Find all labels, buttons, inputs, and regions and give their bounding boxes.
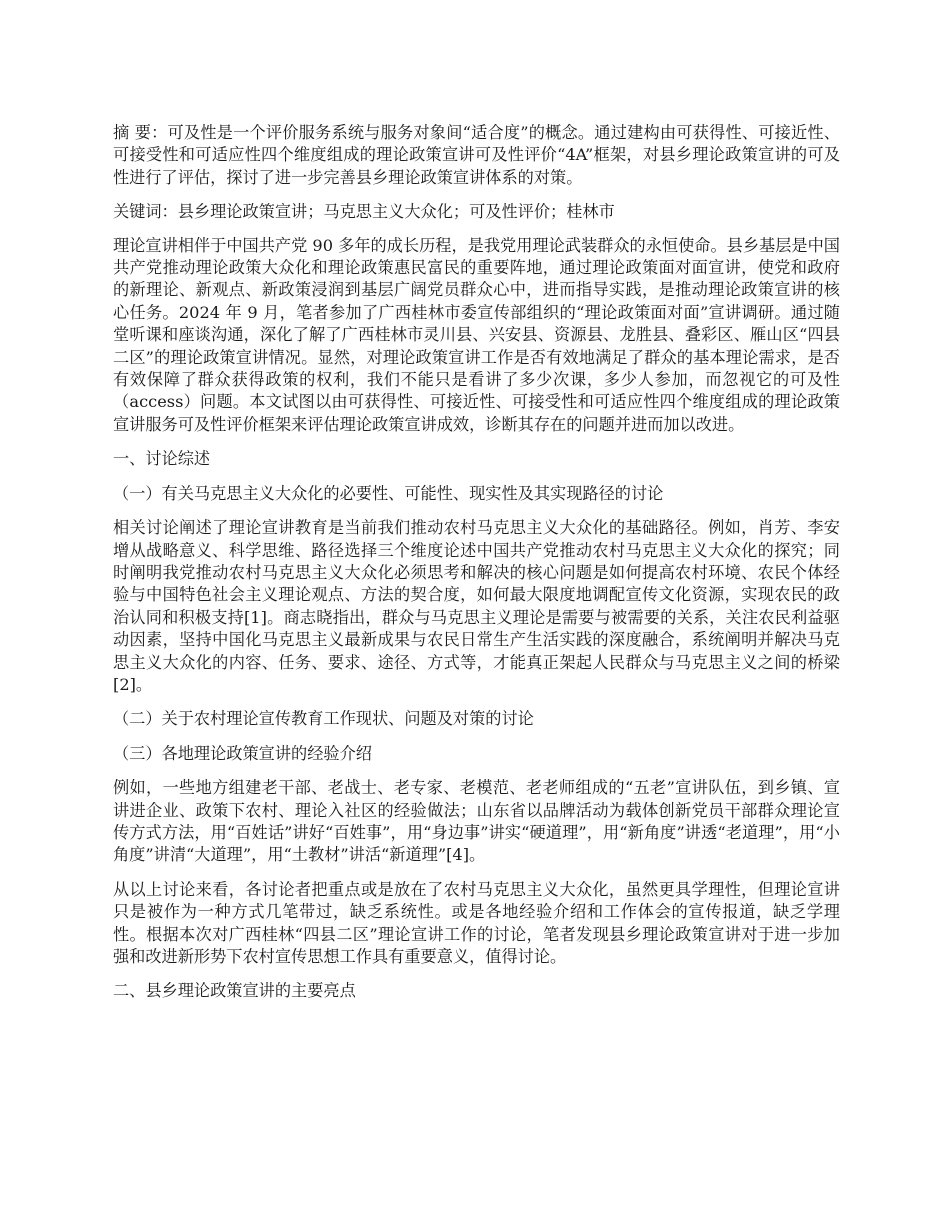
body-paragraph-1: 相关讨论阐述了理论宣讲教育是当前我们推动农村马克思主义大众化的基础路径。例如，肖芳、李安增从战略意义、科学思维、路径选择三个维度论述中国共产党推动农村马克思主义大众化的探究；同时阐明我党推动农村马克思主义大众化必须思考和解决的核心问题是如何提高农村环境、农民个体经验与中国特色社会主义理论观点、方法的契合度，如何最大限度地调配宣传文化资源，实现农民的政治认同和积极支持[1]。商志晓指出，群众与马克思主义理论是需要与被需要的关系，关注农民利益驱动因素，坚持中国化马克思主义最新成果与农民日常生产生活实践的深度融合，系统阐明并解决马克思主义大众化的内容、任务、要求、途径、方式等，才能真正架起人民群众与马克思主义之间的桥梁[2]。: [113, 518, 840, 694]
intro-paragraph: 理论宣讲相伴于中国共产党 90 多年的成长历程，是我党用理论武装群众的永恒使命。县乡基层是中国共产党推动理论政策大众化和理论政策惠民富民的重要阵地，通过理论政策面对面宣讲，使党和政府的新理论、新观点、新政策浸润到基层广阔党员群众心中，进而指导实践，是推动理论政策宣讲的核心任务。2024 年 9 月，笔者参加了广西桂林市委宣传部组织的“理论政策面对面”宣讲调研。通过随堂听课和座谈沟通，深化了解了广西桂林市灵川县、兴安县、资源县、龙胜县、叠彩区、雁山区“四县二区”的理论政策宣讲情况。显然，对理论政策宣讲工作是否有效地满足了群众的基本理论需求，是否有效保障了群众获得政策的权利，我们不能只是看讲了多少次课，多少人参加，而忽视它的可及性（access）问题。本文试图以由可获得性、可接近性、可接受性和可适应性四个维度组成的理论政策宣讲服务可及性评价框架来评估理论政策宣讲成效，诊断其存在的问题并进而加以改进。: [113, 235, 840, 434]
body-paragraph-3: 例如，一些地方组建老干部、老战士、老专家、老模范、老老师组成的“五老”宣讲队伍，到乡镇、宣讲进企业、政策下农村、理论入社区的经验做法；山东省以品牌活动为载体创新党员干部群众理论宣传方式方法，用“百姓话”讲好“百姓事”，用“身边事”讲实“硬道理”，用“新角度”讲透“老道理”，用“小角度”讲清“大道理”，用“土教材”讲活“新道理”[4]。: [113, 778, 840, 865]
subsection-heading-2: （二）关于农村理论宣传教育工作现状、问题及对策的讨论: [113, 709, 534, 729]
section-heading-1: 一、讨论综述: [113, 449, 211, 469]
section-heading-2: 二、县乡理论政策宣讲的主要亮点: [113, 981, 356, 1001]
abstract-paragraph: 摘 要：可及性是一个评价服务系统与服务对象间“适合度”的概念。通过建构由可获得性、可接近性、可接受性和可适应性四个维度组成的理论政策宣讲可及性评价“4A”框架，对县乡理论政策宣讲的可及性进行了评估，探讨了进一步完善县乡理论政策宣讲体系的对策。: [113, 123, 840, 187]
document-page: [113, 122, 840, 1015]
subsection-heading-3: （三）各地理论政策宣讲的经验介绍: [113, 743, 372, 763]
keywords-line: 关键词：县乡理论政策宣讲；马克思主义大众化；可及性评价；桂林市: [113, 202, 615, 222]
body-paragraph-4: 从以上讨论来看，各讨论者把重点或是放在了农村马克思主义大众化，虽然更具学理性，但理论宣讲只是被作为一种方式几笔带过，缺乏系统性。或是各地经验介绍和工作体会的宣传报道，缺乏学理性。根据本次对广西桂林“四县二区”理论宣讲工作的讨论，笔者发现县乡理论政策宣讲对于进一步加强和改进新形势下农村宣传思想工作具有重要意义，值得讨论。: [113, 879, 840, 966]
subsection-heading-1: （一）有关马克思主义大众化的必要性、可能性、现实性及其实现路径的讨论: [113, 483, 664, 503]
